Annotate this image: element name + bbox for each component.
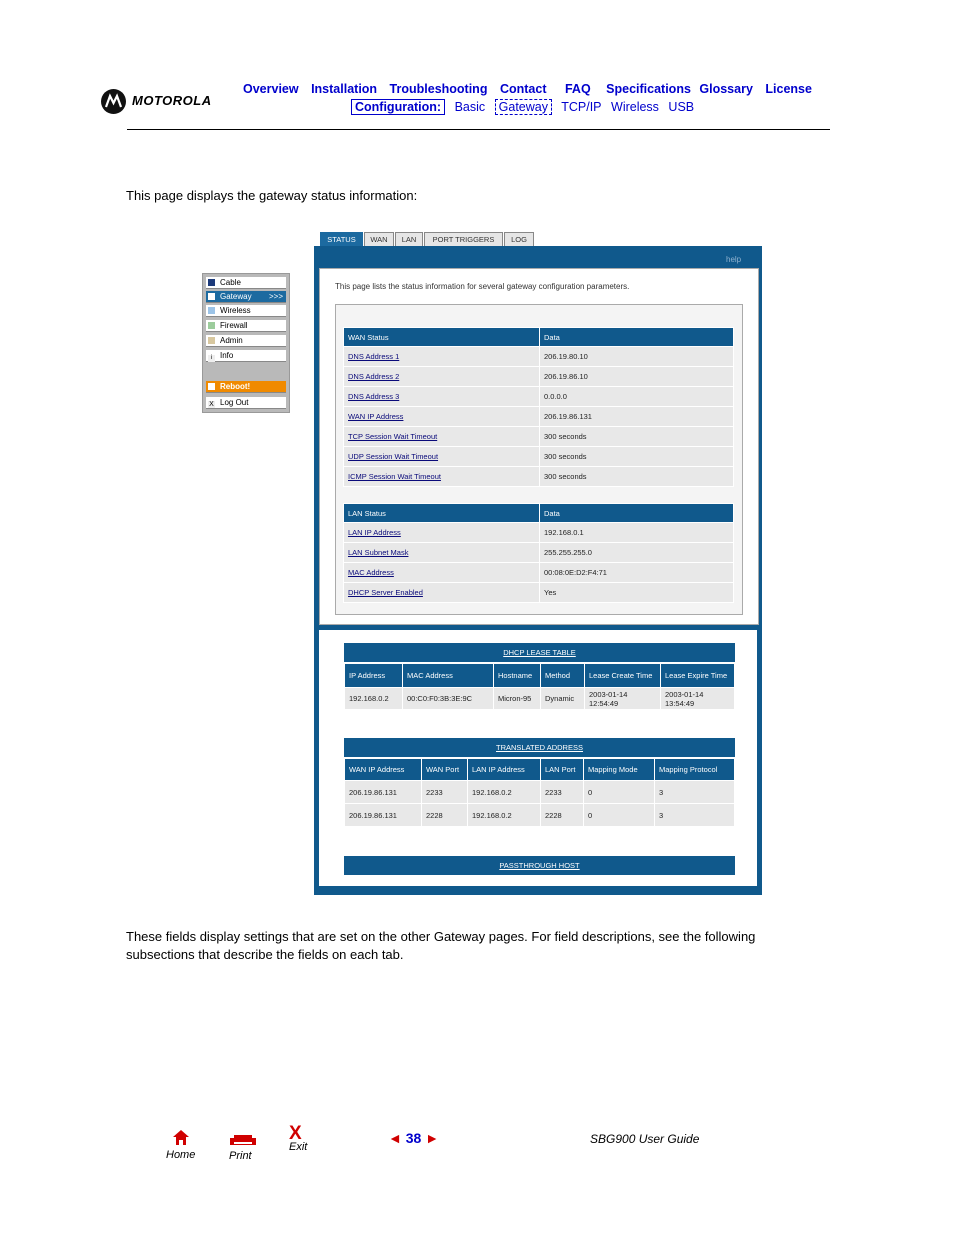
home-icon [172,1129,190,1146]
exit-x-icon: X [289,1123,302,1144]
lan-field-link[interactable]: LAN Subnet Mask [348,548,409,557]
lan-field-value: 192.168.0.1 [540,523,734,543]
admin-icon [208,337,215,344]
passthrough-host-title[interactable]: PASSTHROUGH HOST [344,856,735,875]
sub-nav [351,100,700,114]
motorola-m-icon [101,89,126,114]
sidebar-item-logout[interactable]: X Log Out [206,397,286,409]
nav-contact[interactable]: Contact [499,82,547,96]
nat-header: Mapping Mode [584,759,655,781]
nav-basic[interactable]: Basic [454,100,486,114]
sidebar-item-cable[interactable]: Cable [206,277,286,289]
table-row [344,543,734,563]
wan-field-link[interactable]: DNS Address 2 [348,372,400,381]
dhcp-cell: 2003-01-14 13:54:49 [661,688,735,710]
sidebar-item-reboot[interactable]: Reboot! [206,381,286,393]
dhcp-cell: 192.168.0.2 [345,688,403,710]
page-number: 38 [405,1130,422,1146]
tab-status[interactable]: STATUS [320,232,363,247]
nav-overview[interactable]: Overview [243,82,299,96]
dhcp-cell: 00:C0:F0:3B:3E:9C [403,688,494,710]
nat-cell: 206.19.86.131 [345,804,422,827]
closing-paragraph: These fields display settings that are set on the other Gateway pages. For field descriptions, see the following subsections that describe the fields on each tab. [126,929,756,962]
brand-name: MOTOROLA [132,93,212,108]
tab-log[interactable]: LOG [504,232,534,247]
wan-field-value: 0.0.0.0 [540,387,734,407]
wan-field-link[interactable]: WAN IP Address [348,412,404,421]
wan-field-link[interactable]: DNS Address 3 [348,392,400,401]
wireless-icon [208,307,215,314]
wan-field-value: 206.19.86.131 [540,407,734,427]
nat-cell: 3 [655,804,735,827]
nat-header: LAN Port [541,759,584,781]
table-row [344,447,734,467]
wan-header-label: WAN Status [344,328,540,347]
sidebar-item-info[interactable]: i Info [206,350,286,362]
dhcp-header: Lease Expire Time [661,664,735,688]
header-divider [127,129,830,130]
help-link[interactable]: help [726,255,742,264]
sidebar-item-gateway[interactable]: Gateway >>> [206,291,286,303]
table-row [344,563,734,583]
sidebar-item-firewall[interactable]: Firewall [206,320,286,332]
dhcp-header: MAC Address [403,664,494,688]
wan-field-link[interactable]: DNS Address 1 [348,352,400,361]
lan-field-link[interactable]: MAC Address [348,568,394,577]
top-nav [243,82,821,96]
nat-cell: 192.168.0.2 [468,804,541,827]
nav-troubleshooting[interactable]: Troubleshooting [389,82,488,96]
table-row [344,347,734,367]
nat-header: WAN Port [422,759,468,781]
nat-cell: 0 [584,804,655,827]
exit-button[interactable] [289,1124,307,1153]
table-row [345,804,735,827]
gateway-sidebar [202,273,290,413]
lan-field-link[interactable]: DHCP Server Enabled [348,588,423,597]
translated-address-table [344,758,735,827]
table-row [344,427,734,447]
nat-cell: 2228 [541,804,584,827]
lan-field-link[interactable]: LAN IP Address [348,528,401,537]
nav-faq[interactable]: FAQ [564,82,591,96]
printer-icon [229,1135,257,1147]
dhcp-lease-table-title[interactable]: DHCP LEASE TABLE [344,643,735,662]
sidebar-item-wireless[interactable]: Wireless [206,305,286,317]
reboot-icon [208,383,215,390]
print-label: Print [229,1150,252,1162]
lan-header-label: LAN Status [344,504,540,523]
tab-wan[interactable]: WAN [364,232,394,247]
nav-installation[interactable]: Installation [311,82,378,96]
next-page-icon[interactable]: ► [425,1130,440,1146]
nat-cell: 2228 [422,804,468,827]
nat-cell: 3 [655,781,735,804]
home-button[interactable] [166,1129,196,1161]
table-row [344,367,734,387]
nat-header: WAN IP Address [345,759,422,781]
previous-page-icon[interactable]: ◄ [388,1130,402,1146]
wan-field-link[interactable]: UDP Session Wait Timeout [348,452,439,461]
table-row [344,407,734,427]
dhcp-header: IP Address [345,664,403,688]
intro-paragraph: This page displays the gateway status information: [126,188,418,203]
nat-cell: 2233 [541,781,584,804]
nav-tcpip[interactable]: TCP/IP [561,100,602,114]
lan-field-value: 00:08:0E:D2:F4:71 [540,563,734,583]
nat-cell: 192.168.0.2 [468,781,541,804]
nat-cell: 2233 [422,781,468,804]
lan-field-value: 255.255.255.0 [540,543,734,563]
lan-field-value: Yes [540,583,734,603]
dhcp-cell: Dynamic [541,688,585,710]
gateway-icon [208,293,215,300]
wan-status-table [343,327,734,487]
home-label: Home [166,1149,196,1161]
wan-field-link[interactable]: TCP Session Wait Timeout [348,432,438,441]
guide-title: SBG900 User Guide [590,1132,700,1146]
tab-port-triggers[interactable]: PORT TRIGGERS [424,232,503,247]
print-button[interactable] [229,1134,257,1162]
wan-field-value: 300 seconds [540,447,734,467]
nav-specifications[interactable]: Specifications [606,82,691,96]
firewall-icon [208,322,215,329]
status-description: This page lists the status information for several gateway configuration parameters. [335,282,630,291]
dhcp-header: Method [541,664,585,688]
table-row [345,781,735,804]
wan-field-value: 300 seconds [540,467,734,487]
tab-lan[interactable]: LAN [395,232,423,247]
nav-glossary[interactable]: Glossary [699,82,753,96]
wan-header-data: Data [540,328,734,347]
lan-status-table [343,503,734,603]
lan-header-data: Data [540,504,734,523]
nat-cell: 206.19.86.131 [345,781,422,804]
nav-gateway[interactable]: Gateway [495,99,552,115]
wan-field-value: 300 seconds [540,427,734,447]
wan-field-link[interactable]: ICMP Session Wait Timeout [348,472,441,481]
dhcp-header: Lease Create Time [585,664,661,688]
info-icon: i [208,355,215,362]
nat-header: Mapping Protocol [655,759,735,781]
translated-address-title[interactable]: TRANSLATED ADDRESS [344,738,735,757]
dhcp-header: Hostname [494,664,541,688]
sidebar-item-admin[interactable]: Admin [206,335,286,347]
wan-field-value: 206.19.80.10 [540,347,734,367]
table-row [344,387,734,407]
logout-icon: X [209,401,214,408]
nat-cell: 0 [584,781,655,804]
dhcp-cell: Micron-95 [494,688,541,710]
dhcp-cell: 2003-01-14 12:54:49 [585,688,661,710]
table-row [344,523,734,543]
exit-label: Exit [289,1141,308,1153]
cable-icon [208,279,215,286]
wan-field-value: 206.19.86.10 [540,367,734,387]
table-row [344,467,734,487]
dhcp-lease-table [344,663,735,710]
nat-header: LAN IP Address [468,759,541,781]
configuration-label[interactable]: Configuration: [351,99,445,115]
page-navigation [388,1130,439,1146]
motorola-logo-icon [101,89,126,114]
nav-license[interactable]: License [765,82,812,96]
table-row [344,583,734,603]
nav-usb[interactable]: USB [668,100,695,114]
nav-wireless[interactable]: Wireless [611,100,659,114]
table-row [345,688,735,710]
